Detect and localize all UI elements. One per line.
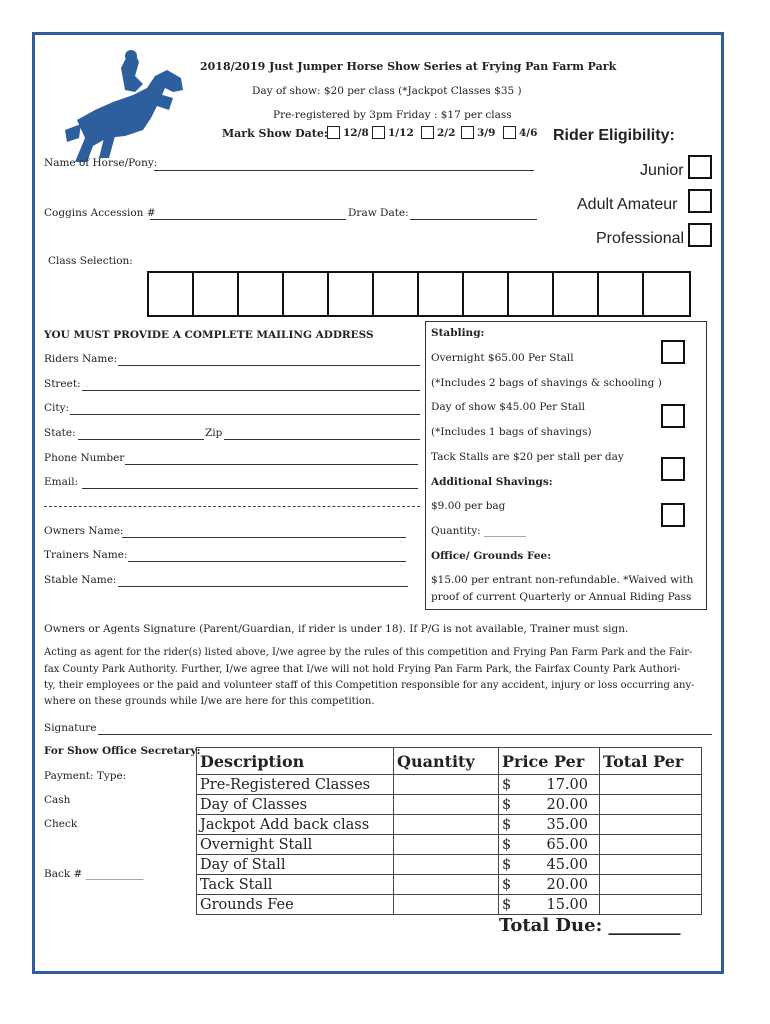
- street-field[interactable]: [82, 390, 420, 391]
- row-price: $ 15.00: [499, 895, 600, 915]
- class-cell[interactable]: [599, 273, 644, 315]
- shavings-quantity[interactable]: Quantity: ________: [431, 525, 526, 537]
- cash-label: Cash: [44, 794, 71, 806]
- agreement-line-4: where on these grounds while I/we are here for this competition.: [44, 696, 375, 707]
- draw-date-label: Draw Date:: [348, 207, 409, 219]
- table-row: [197, 815, 702, 835]
- table-row: [197, 775, 702, 795]
- trainers-name-field[interactable]: [128, 561, 406, 562]
- date-label-3: 2/2: [437, 127, 456, 139]
- agreement-line-1: Acting as agent for the rider(s) listed above, I/we agree by the rules of this competition and Frying Pan Farm Park and the Fair-: [44, 647, 693, 658]
- signature-label: Signature: [44, 722, 97, 734]
- table-row: [197, 795, 702, 815]
- class-cell[interactable]: [374, 273, 419, 315]
- tack-stall-text: Tack Stalls are $20 per stall per day: [431, 451, 624, 463]
- total-due[interactable]: Total Due: ________: [499, 915, 681, 936]
- signature-note: Owners or Agents Signature (Parent/Guardian, if rider is under 18). If P/G is not available, Trainer must sign.: [44, 623, 629, 635]
- row-quantity-cell[interactable]: [394, 895, 499, 915]
- class-cell[interactable]: [194, 273, 239, 315]
- shavings-checkbox[interactable]: [661, 503, 685, 527]
- row-quantity-cell[interactable]: [394, 875, 499, 895]
- row-quantity-cell[interactable]: [394, 835, 499, 855]
- overnight-stall-checkbox[interactable]: [661, 340, 685, 364]
- row-description: Pre-Registered Classes: [197, 775, 394, 795]
- state-label: State:: [44, 427, 76, 439]
- tack-stall-checkbox[interactable]: [661, 457, 685, 481]
- class-cell[interactable]: [509, 273, 554, 315]
- table-row: [197, 855, 702, 875]
- class-cell[interactable]: [239, 273, 284, 315]
- check-label: Check: [44, 818, 78, 830]
- separator: [44, 506, 420, 507]
- coggins-label: Coggins Accession #: [44, 207, 156, 219]
- date-label-2: 1/12: [388, 127, 414, 139]
- class-selection-grid[interactable]: [147, 271, 691, 317]
- date-checkbox-2[interactable]: [372, 126, 385, 139]
- day-stall-text: Day of show $45.00 Per Stall: [431, 401, 585, 413]
- email-field[interactable]: [82, 488, 418, 489]
- eligibility-professional-label: Professional: [596, 230, 685, 247]
- row-total-cell[interactable]: [600, 815, 702, 835]
- eligibility-adult-checkbox[interactable]: [688, 189, 712, 213]
- row-total-cell[interactable]: [600, 875, 702, 895]
- signature-field[interactable]: [98, 734, 712, 735]
- phone-field[interactable]: [125, 464, 418, 465]
- preregistered-price: Pre-registered by 3pm Friday : $17 per class: [273, 109, 512, 121]
- mark-show-date-label: Mark Show Date:: [222, 127, 328, 140]
- date-checkbox-4[interactable]: [461, 126, 474, 139]
- phone-label: Phone Number: [44, 452, 125, 464]
- stabling-heading: Stabling:: [431, 327, 485, 339]
- day-stall-checkbox[interactable]: [661, 404, 685, 428]
- table-row: [197, 875, 702, 895]
- row-price: $ 17.00: [499, 775, 600, 795]
- row-total-cell[interactable]: [600, 835, 702, 855]
- city-field[interactable]: [70, 414, 420, 415]
- row-quantity-cell[interactable]: [394, 815, 499, 835]
- class-selection-label: Class Selection:: [48, 255, 133, 267]
- row-quantity-cell[interactable]: [394, 795, 499, 815]
- class-cell[interactable]: [644, 273, 689, 315]
- row-price: $ 20.00: [499, 875, 600, 895]
- day-stall-note: (*Includes 1 bags of shavings): [431, 426, 592, 438]
- row-description: Overnight Stall: [197, 835, 394, 855]
- row-total-cell[interactable]: [600, 855, 702, 875]
- payment-type-label: Payment: Type:: [44, 770, 127, 782]
- back-number-label: Back # ___________: [44, 868, 144, 880]
- row-price: $ 35.00: [499, 815, 600, 835]
- class-cell[interactable]: [419, 273, 464, 315]
- date-label-4: 3/9: [477, 127, 496, 139]
- mailing-heading: YOU MUST PROVIDE A COMPLETE MAILING ADDRESS: [44, 329, 374, 341]
- shavings-price: $9.00 per bag: [431, 500, 506, 512]
- row-description: Tack Stall: [197, 875, 394, 895]
- row-price: $ 20.00: [499, 795, 600, 815]
- class-cell[interactable]: [149, 273, 194, 315]
- table-row: [197, 835, 702, 855]
- overnight-stall-text: Overnight $65.00 Per Stall: [431, 352, 574, 364]
- owners-name-label: Owners Name:: [44, 525, 124, 537]
- class-cell[interactable]: [284, 273, 329, 315]
- row-quantity-cell[interactable]: [394, 775, 499, 795]
- draw-date-field[interactable]: [410, 219, 537, 220]
- trainers-name-label: Trainers Name:: [44, 549, 128, 561]
- date-checkbox-5[interactable]: [503, 126, 516, 139]
- row-price: $ 65.00: [499, 835, 600, 855]
- office-secretary-heading: For Show Office Secretary:: [44, 745, 201, 757]
- date-checkbox-1[interactable]: [327, 126, 340, 139]
- col-total-per: Total Per: [600, 748, 702, 775]
- eligibility-professional-checkbox[interactable]: [688, 223, 712, 247]
- date-checkbox-3[interactable]: [421, 126, 434, 139]
- eligibility-junior-label: Junior: [640, 162, 684, 179]
- day-of-show-price: Day of show: $20 per class (*Jackpot Classes $35 ): [252, 85, 522, 97]
- row-description: Day of Stall: [197, 855, 394, 875]
- stable-name-label: Stable Name:: [44, 574, 117, 586]
- horse-name-field[interactable]: [154, 170, 534, 171]
- shavings-heading: Additional Shavings:: [431, 476, 553, 488]
- city-label: City:: [44, 402, 70, 414]
- agreement-line-3: ty, their employees or the paid and volunteer staff of this Competition responsible for any accident, injury or loss occurring any-: [44, 680, 695, 691]
- horse-name-label: Name of Horse/Pony:: [44, 157, 158, 169]
- overnight-note: (*Includes 2 bags of shavings & schooling ): [431, 377, 662, 389]
- rider-eligibility-heading: Rider Eligibility:: [553, 127, 675, 144]
- office-fee-text-2: proof of current Quarterly or Annual Riding Pass: [431, 591, 692, 603]
- col-price-per: Price Per: [499, 748, 600, 775]
- date-label-5: 4/6: [519, 127, 538, 139]
- stable-name-field[interactable]: [118, 586, 408, 587]
- coggins-field[interactable]: [150, 219, 346, 220]
- row-total-cell[interactable]: [600, 775, 702, 795]
- eligibility-junior-checkbox[interactable]: [688, 155, 712, 179]
- zip-label: Zip: [205, 427, 223, 439]
- row-description: Grounds Fee: [197, 895, 394, 915]
- show-title: 2018/2019 Just Jumper Horse Show Series at Frying Pan Farm Park: [200, 60, 617, 73]
- eligibility-adult-label: Adult Amateur: [577, 196, 678, 213]
- zip-field[interactable]: [224, 439, 420, 440]
- price-table: [196, 747, 702, 915]
- class-cell[interactable]: [554, 273, 599, 315]
- row-total-cell[interactable]: [600, 895, 702, 915]
- horse-jumper-logo: [55, 50, 190, 165]
- col-quantity: Quantity: [394, 748, 499, 775]
- row-description: Day of Classes: [197, 795, 394, 815]
- class-cell[interactable]: [329, 273, 374, 315]
- date-label-1: 12/8: [343, 127, 369, 139]
- office-fee-text-1: $15.00 per entrant non-refundable. *Waived with: [431, 574, 694, 586]
- owners-name-field[interactable]: [122, 537, 406, 538]
- class-cell[interactable]: [464, 273, 509, 315]
- row-total-cell[interactable]: [600, 795, 702, 815]
- street-label: Street:: [44, 378, 81, 390]
- row-description: Jackpot Add back class: [197, 815, 394, 835]
- state-field[interactable]: [78, 439, 204, 440]
- agreement-line-2: fax County Park Authority. Further, I/we agree that I/we will not hold Frying Pan Farm Park, the Fairfax County Park Authori-: [44, 664, 681, 675]
- office-fee-heading: Office/ Grounds Fee:: [431, 550, 552, 562]
- row-price: $ 45.00: [499, 855, 600, 875]
- row-quantity-cell[interactable]: [394, 855, 499, 875]
- riders-name-label: Riders Name:: [44, 353, 118, 365]
- table-row: [197, 895, 702, 915]
- col-description: Description: [197, 748, 394, 775]
- email-label: Email:: [44, 476, 79, 488]
- riders-name-field[interactable]: [118, 365, 420, 366]
